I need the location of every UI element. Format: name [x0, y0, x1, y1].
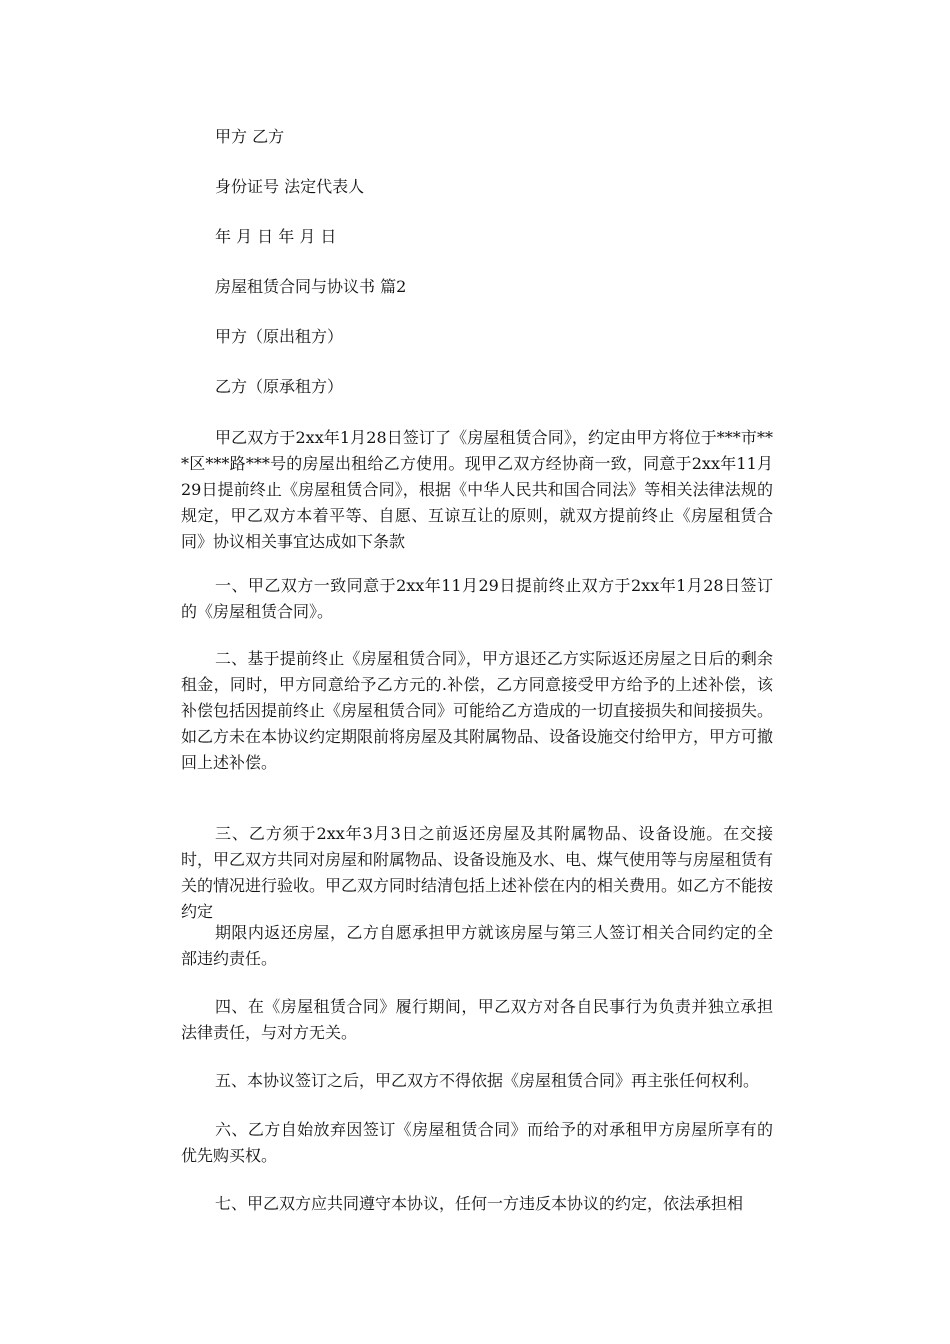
date-line: 年 月 日 年 月 日: [215, 227, 337, 246]
document-title: 房屋租赁合同与协议书 篇2: [215, 277, 407, 296]
clause-7-paragraph: 七、甲乙双方应共同遵守本协议，任何一方违反本协议的约定，依法承担相: [215, 1194, 744, 1213]
clause-3-paragraph: 三、乙方须于2xx年3月3日之前返还房屋及其附属物品、设备设施。在交接时，甲乙双方共同对房屋和附属物品、设备设施及水、电、煤气使用等与房屋租赁有关的情况进行验收。甲乙双方同时结清包括上述补偿在内的相关费用。如乙方不能按约定: [181, 824, 774, 921]
signature-parties-line: 甲方 乙方: [215, 127, 285, 146]
id-representative-line: 身份证号 法定代表人: [215, 177, 365, 196]
clause-2-paragraph: 二、基于提前终止《房屋租赁合同》，甲方退还乙方实际返还房屋之日后的剩余租金，同时，甲方同意给予乙方元的.补偿，乙方同意接受甲方给予的上述补偿，该补偿包括因提前终止《房屋租赁合同》可能给乙方造成的一切直接损失和间接损失。如乙方未在本协议约定期限前将房屋及其附属物品、设备设施交付给甲方，甲方可撤回上述补偿。: [181, 649, 774, 772]
clause-4-paragraph: 四、在《房屋租赁合同》履行期间，甲乙双方对各自民事行为负责并独立承担法律责任，与对方无关。: [181, 997, 773, 1042]
intro-paragraph: 甲乙双方于2xx年1月28日签订了《房屋租赁合同》，约定由甲方将位于***市***区***路***号的房屋出租给乙方使用。现甲乙双方经协商一致，同意于2xx年11月29日提前终止《房屋租赁合同》，根据《中华人民共和国合同法》等相关法律法规的规定，甲乙双方本着平等、自愿、互谅互让的原则，就双方提前终止《房屋租赁合同》协议相关事宜达成如下条款: [181, 428, 773, 551]
party-a-line: 甲方（原出租方）: [215, 327, 344, 346]
clause-6-paragraph: 六、乙方自始放弃因签订《房屋租赁合同》而给予的对承租甲方房屋所享有的优先购买权。: [181, 1120, 773, 1165]
clause-5-paragraph: 五、本协议签订之后，甲乙双方不得依据《房屋租赁合同》再主张任何权利。: [215, 1071, 760, 1090]
clause-3-continued-paragraph: 期限内返还房屋，乙方自愿承担甲方就该房屋与第三人签订相关合同约定的全部违约责任。: [181, 923, 773, 968]
party-b-line: 乙方（原承租方）: [215, 377, 344, 396]
clause-1-paragraph: 一、甲乙双方一致同意于2xx年11月29日提前终止双方于2xx年1月28日签订的《房屋租赁合同》。: [181, 576, 773, 621]
